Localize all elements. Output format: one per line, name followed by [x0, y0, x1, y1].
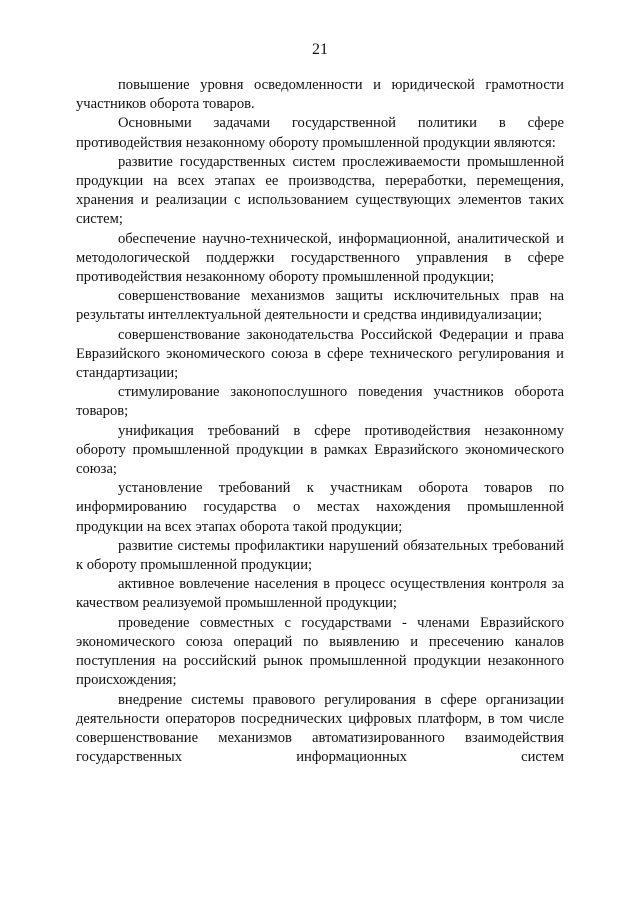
paragraph-exclusive-rights: совершенствование механизмов защиты исключительных прав на результаты интеллектуальной деятельности и средства индивидуализации; [76, 288, 564, 324]
page-number: 21 [312, 41, 328, 58]
paragraph-law-abiding-behavior: стимулирование законопослушного поведения участников оборота товаров; [76, 384, 564, 420]
paragraph-prevention: развитие системы профилактики нарушений обязательных требований к обороту промышленной продукции; [76, 537, 564, 574]
paragraph-legislation: совершенствование законодательства Российской Федерации и права Евразийского экономического союза в сфере технического регулирования и стандартизации; [76, 326, 564, 382]
document-body [76, 76, 564, 767]
paragraph-scientific-support: обеспечение научно-технической, информационной, аналитической и методологической поддержки государственного управления в сфере противодействия незаконному обороту промышленной продукции; [76, 230, 564, 286]
paragraph-main-tasks-intro: Основными задачами государственной политики в сфере противодействия незаконному обороту промышленной продукции являются: [76, 115, 564, 151]
paragraph-unification: унификация требований в сфере противодействия незаконному обороту промышленной продукции в рамках Евразийского экономического союза; [76, 422, 564, 478]
paragraph-joint-operations: проведение совместных с государствами - членами Евразийского экономического союза операций по выявлению и пресечению каналов поступления на российский рынок промышленной продукции незаконного происхождения; [76, 614, 564, 689]
paragraph-traceability-systems: развитие государственных систем прослеживаемости промышленной продукции на всех этапах ее производства, переработки, перемещения, хранения и реализации с использованием существующих элементов таких систем; [76, 153, 564, 228]
paragraph-informing-requirements: установление требований к участникам оборота товаров по информированию государства о местах нахождения промышленной продукции на всех этапах оборота такой продукции; [76, 480, 564, 535]
paragraph-awareness: повышение уровня осведомленности и юридической грамотности участников оборота товаров. [76, 77, 564, 113]
paragraph-digital-platforms: внедрение системы правового регулирования в сфере организации деятельности операторов посреднических цифровых платформ, в том числе совершенствование механизмов автоматизированного взаимодействия государственных информационных систем [76, 691, 564, 766]
paragraph-public-involvement: активное вовлечение населения в процесс осуществления контроля за качеством реализуемой промышленной продукции; [76, 576, 564, 612]
